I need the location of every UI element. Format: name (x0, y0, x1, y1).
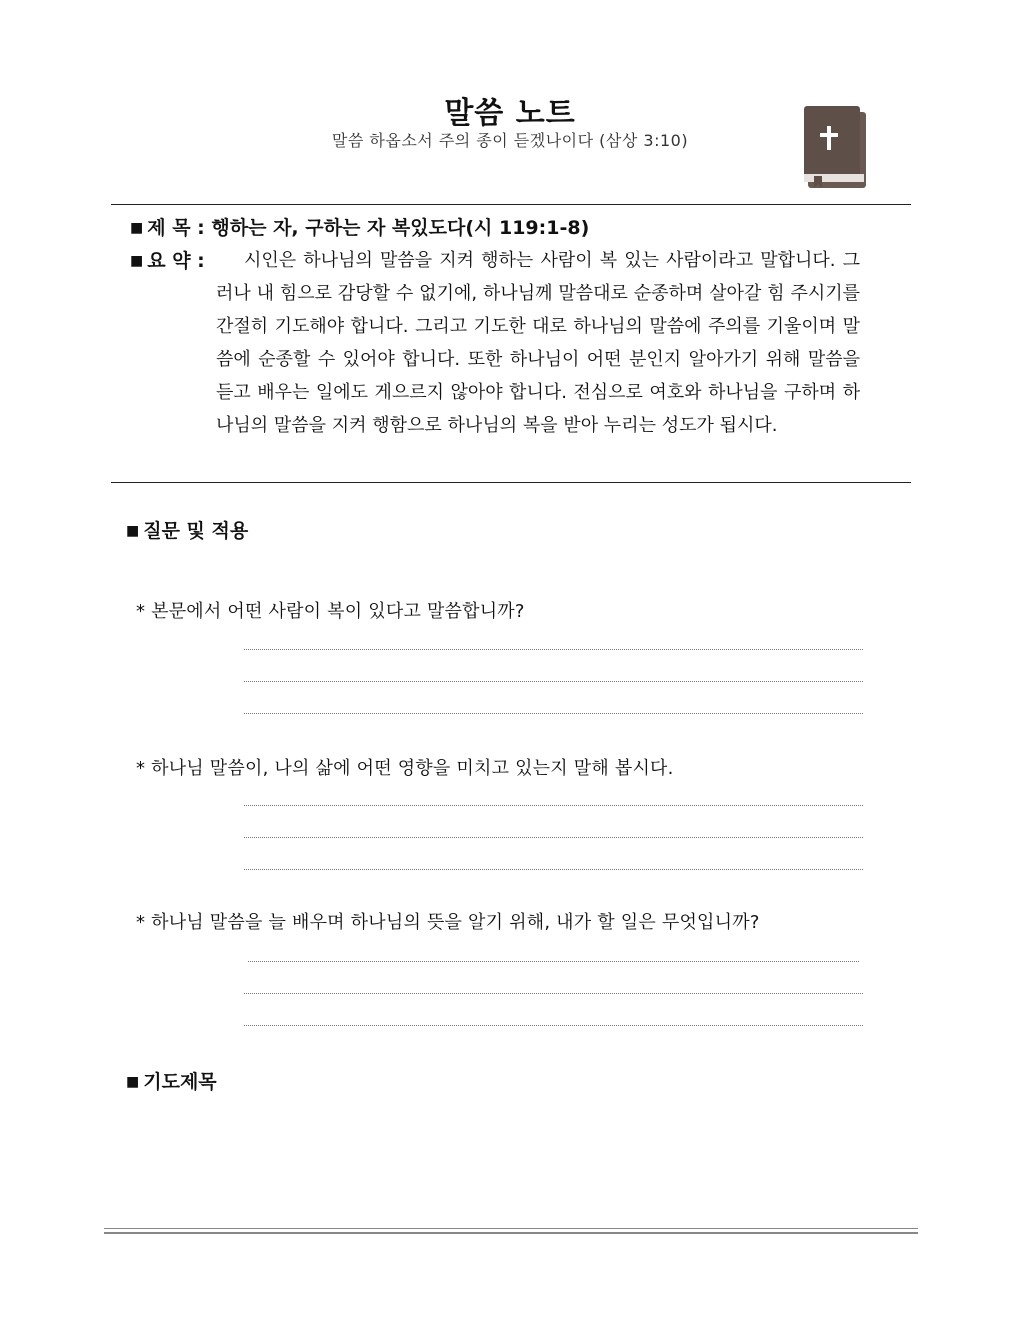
answer-line[interactable] (248, 961, 859, 962)
topic-label: 제 목 : (147, 217, 205, 239)
answer-line[interactable] (244, 837, 863, 838)
answer-line[interactable] (244, 1025, 863, 1026)
summary-text: 시인은 하나님의 말씀을 지켜 행하는 사람이 복 있는 사람이라고 말합니다. 그러나 내 힘으로 감당할 수 없기에, 하나님께 말씀대로 순종하며 살아갈 힘 주시기를 간절히 기도해야 합니다. 그리고 기도한 대로 하나님의 말씀에 주의를 기울이며 말씀에 순종할 수 있어야 합니다. 또한 하나님이 어떤 분인지 알아가기 위해 말씀을 듣고 배우는 일에도 게으르지 않아야 합니다. 전심으로 여호와 하나님을 구하며 하나님의 말씀을 지켜 행함으로 하나님의 복을 받아 누리는 성도가 됩시다. (216, 250, 860, 436)
page-subtitle: 말씀 하옵소서 주의 종이 듣겠나이다 (삼상 3:10) (331, 131, 689, 150)
question-2: * 하나님 말씀이, 나의 삶에 어떤 영향을 미치고 있는지 말해 봅시다. (136, 758, 674, 779)
qa-heading-row (126, 516, 248, 543)
summary-label: 요 약 : (147, 250, 205, 272)
bible-icon (800, 104, 868, 190)
topic-value: 행하는 자, 구하는 자 복있도다(시 119:1-8) (211, 217, 590, 239)
page-title: 말씀 노트 (444, 96, 576, 131)
top-divider (111, 204, 911, 205)
answer-line[interactable] (244, 681, 863, 682)
bullet-icon: ■ (126, 1074, 140, 1090)
bullet-icon: ■ (130, 253, 144, 269)
summary-label-row (130, 246, 205, 273)
answer-line[interactable] (244, 649, 863, 650)
qa-heading: 질문 및 적용 (143, 520, 249, 542)
answer-line[interactable] (244, 713, 863, 714)
topic-row (130, 213, 589, 240)
answer-line[interactable] (244, 869, 863, 870)
bullet-icon: ■ (130, 220, 144, 236)
prayer-heading: 기도제목 (143, 1071, 217, 1093)
answer-line[interactable] (244, 993, 863, 994)
prayer-heading-row (126, 1067, 217, 1094)
question-3: * 하나님 말씀을 늘 배우며 하나님의 뜻을 알기 위해, 내가 할 일은 무엇입니까? (136, 912, 760, 933)
summary-divider (111, 482, 911, 483)
question-1: * 본문에서 어떤 사람이 복이 있다고 말씀합니까? (136, 601, 525, 622)
bottom-divider (104, 1228, 918, 1234)
answer-line[interactable] (244, 805, 863, 806)
bullet-icon: ■ (126, 523, 140, 539)
